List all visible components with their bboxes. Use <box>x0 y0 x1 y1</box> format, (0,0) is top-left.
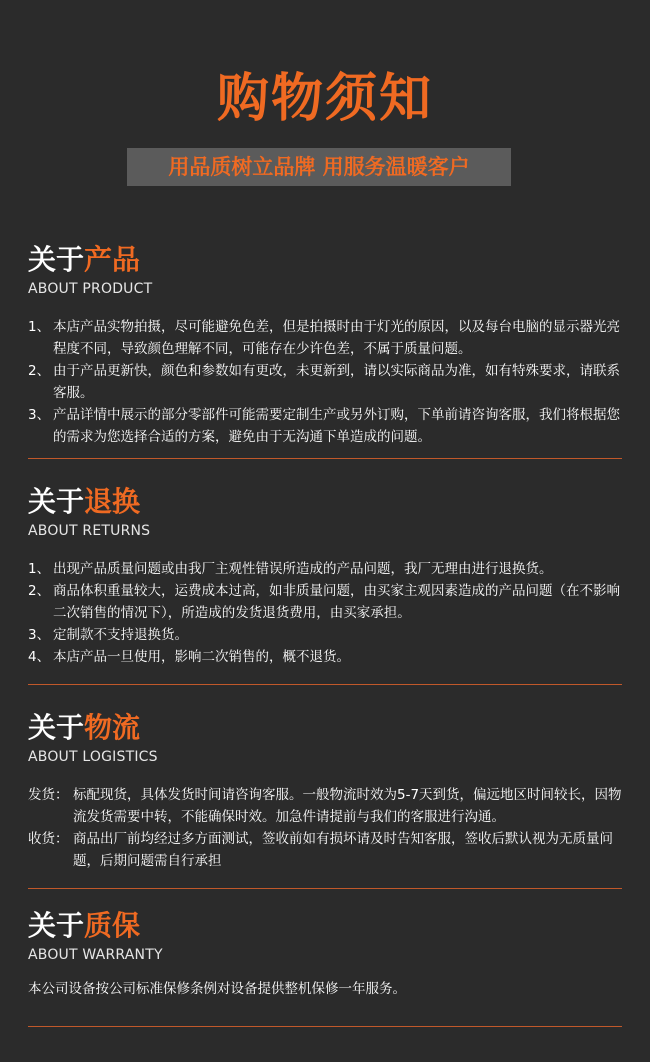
product-notes-list <box>28 316 628 448</box>
section-divider <box>28 458 622 459</box>
section-title-highlight: 物流 <box>84 711 141 744</box>
item-label: 收货： <box>28 831 69 847</box>
item-number: 4、 <box>28 649 51 665</box>
list-item <box>28 828 628 872</box>
item-number: 2、 <box>28 363 51 379</box>
section-title <box>28 484 628 520</box>
tagline-banner: 用品质树立品牌 用服务温暖客户 <box>127 148 511 186</box>
returns-notes-list <box>28 558 628 668</box>
section-title-highlight: 退换 <box>84 485 141 518</box>
page-title: 购物须知 <box>216 69 433 129</box>
section-returns <box>28 484 628 668</box>
item-text: 本店产品一旦使用，影响二次销售的，概不退货。 <box>53 649 350 665</box>
list-item <box>28 558 628 580</box>
section-title-prefix: 关于 <box>28 909 85 942</box>
list-item <box>28 404 628 448</box>
section-title-highlight: 产品 <box>84 243 141 276</box>
section-subtitle: ABOUT PRODUCT <box>28 281 153 297</box>
section-logistics <box>28 710 628 872</box>
list-item <box>28 360 628 404</box>
item-text: 商品体积重量较大，运费成本过高，如非质量问题，由买家主观因素造成的产品问题（在不影响二次销售的情况下），所造成的发货退货费用，由买家承担。 <box>53 583 620 621</box>
section-divider <box>28 1026 622 1027</box>
section-title-prefix: 关于 <box>28 485 85 518</box>
item-text: 定制款不支持退换货。 <box>53 627 188 643</box>
section-subtitle: ABOUT LOGISTICS <box>28 749 158 765</box>
section-title-prefix: 关于 <box>28 243 85 276</box>
list-item <box>28 316 628 360</box>
item-text: 标配现货，具体发货时间请咨询客服。一般物流时效为5-7天到货，偏远地区时间较长，因物流发货需要中转，不能确保时效。加急件请提前与我们的客服进行沟通。 <box>73 787 622 825</box>
section-divider <box>28 684 622 685</box>
item-text: 产品详情中展示的部分零部件可能需要定制生产或另外订购，下单前请咨询客服，我们将根据您的需求为您选择合适的方案，避免由于无沟通下单造成的问题。 <box>53 407 620 445</box>
logistics-notes-list <box>28 784 628 872</box>
section-product <box>28 242 628 448</box>
item-number: 3、 <box>28 407 51 423</box>
section-title <box>28 710 628 746</box>
list-item <box>28 646 628 668</box>
item-number: 1、 <box>28 319 51 335</box>
section-subtitle: ABOUT RETURNS <box>28 523 151 539</box>
item-text: 由于产品更新快，颜色和参数如有更改，未更新到，请以实际商品为准，如有特殊要求，请联系客服。 <box>53 363 620 401</box>
list-item <box>28 580 628 624</box>
item-number: 2、 <box>28 583 51 599</box>
section-title <box>28 242 628 278</box>
item-number: 3、 <box>28 627 51 643</box>
section-title-prefix: 关于 <box>28 711 85 744</box>
list-item <box>28 784 628 828</box>
section-divider <box>28 888 622 889</box>
item-label: 发货： <box>28 787 69 803</box>
section-subtitle: ABOUT WARRANTY <box>28 947 163 963</box>
section-title <box>28 908 628 944</box>
item-number: 1、 <box>28 561 51 577</box>
section-title-highlight: 质保 <box>84 909 141 942</box>
warranty-text: 本公司设备按公司标准保修条例对设备提供整机保修一年服务。 <box>28 981 406 997</box>
section-warranty <box>28 908 628 1000</box>
list-item <box>28 624 628 646</box>
item-text: 出现产品质量问题或由我厂主观性错误所造成的产品问题，我厂无理由进行退换货。 <box>53 561 553 577</box>
item-text: 本店产品实物拍摄，尽可能避免色差，但是拍摄时由于灯光的原因，以及每台电脑的显示器光亮程度不同，导致颜色理解不同，可能存在少许色差，不属于质量问题。 <box>53 319 620 357</box>
item-text: 商品出厂前均经过多方面测试，签收前如有损坏请及时告知客服，签收后默认视为无质量问题，后期问题需自行承担 <box>73 831 613 869</box>
